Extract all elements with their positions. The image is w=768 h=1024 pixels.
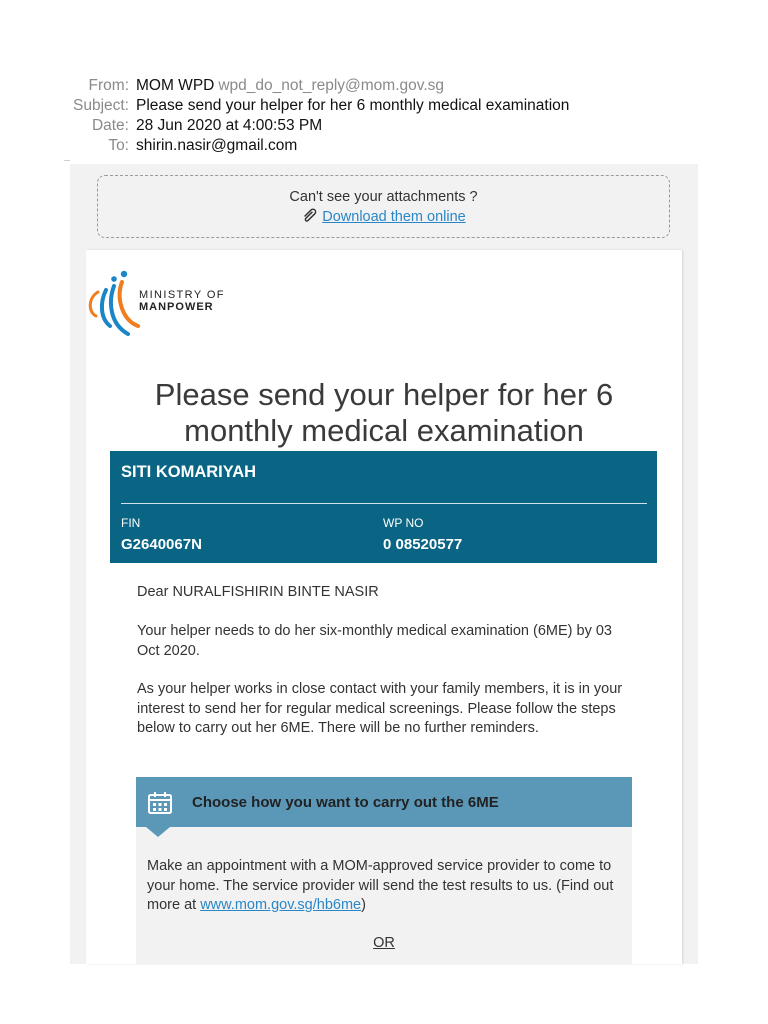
from-name: MOM WPD [136, 77, 215, 94]
letter-paragraph-1: Your helper needs to do her six-monthly medical examination (6ME) by 03 Oct 2020. [137, 623, 612, 659]
header-divider [64, 160, 70, 161]
wp-label: WP NO [383, 516, 424, 530]
fin-label: FIN [121, 516, 141, 530]
fin-value: G2640067N [121, 536, 202, 553]
email-header [0, 76, 768, 156]
email-subject: Please send your helper for her 6 monthly medical examination [136, 97, 570, 114]
hb6me-link[interactable]: www.mom.gov.sg/hb6me [200, 897, 362, 913]
step-title: Choose how you want to carry out the 6ME [192, 794, 499, 811]
date-label: Date: [91, 117, 129, 134]
from-row [0, 76, 768, 96]
paperclip-icon [301, 207, 319, 223]
info-divider [121, 503, 647, 504]
from-address[interactable]: wpd_do_not_reply@mom.gov.sg [218, 77, 445, 94]
to-label: To: [108, 137, 129, 154]
subject-row [0, 96, 768, 116]
logo-line-2: MANPOWER [139, 301, 214, 313]
attachment-link-row [98, 207, 669, 227]
download-online-link[interactable]: Download them online [322, 209, 466, 225]
helper-name: SITI KOMARIYAH [121, 463, 257, 481]
or-divider: OR [373, 935, 395, 951]
attachment-question: Can't see your attachments ? [289, 189, 478, 205]
step-text-after: ) [361, 897, 366, 913]
step-description [147, 857, 617, 916]
attachment-notice [97, 175, 670, 238]
letter-paragraph-2: As your helper works in close contact with your family members, it is in your interest to send her for regular medical screenings. Please follow the steps below to carry out her 6ME. There will be no further reminders. [137, 681, 623, 736]
step-header-notch [146, 827, 170, 837]
to-row [0, 136, 768, 156]
to-address[interactable]: shirin.nasir@gmail.com [136, 137, 298, 154]
step-text-before: Make an appointment with a MOM-approved service provider to come to your home. The service provider will send the test results to us. (Find out more at [147, 858, 614, 913]
from-label: From: [88, 77, 129, 94]
subject-label: Subject: [72, 97, 129, 114]
logo-line-1: MINISTRY OF [139, 289, 225, 301]
page-title: Please send your helper for her 6 monthly medical examination [154, 376, 614, 448]
helper-info-block [110, 451, 657, 563]
date-row [0, 116, 768, 136]
wp-value: 0 08520577 [383, 536, 463, 553]
calendar-icon [147, 791, 173, 815]
email-date: 28 Jun 2020 at 4:00:53 PM [136, 117, 323, 134]
letter-greeting: Dear NURALFISHIRIN BINTE NASIR [137, 584, 379, 600]
mom-logo-text [139, 289, 225, 313]
